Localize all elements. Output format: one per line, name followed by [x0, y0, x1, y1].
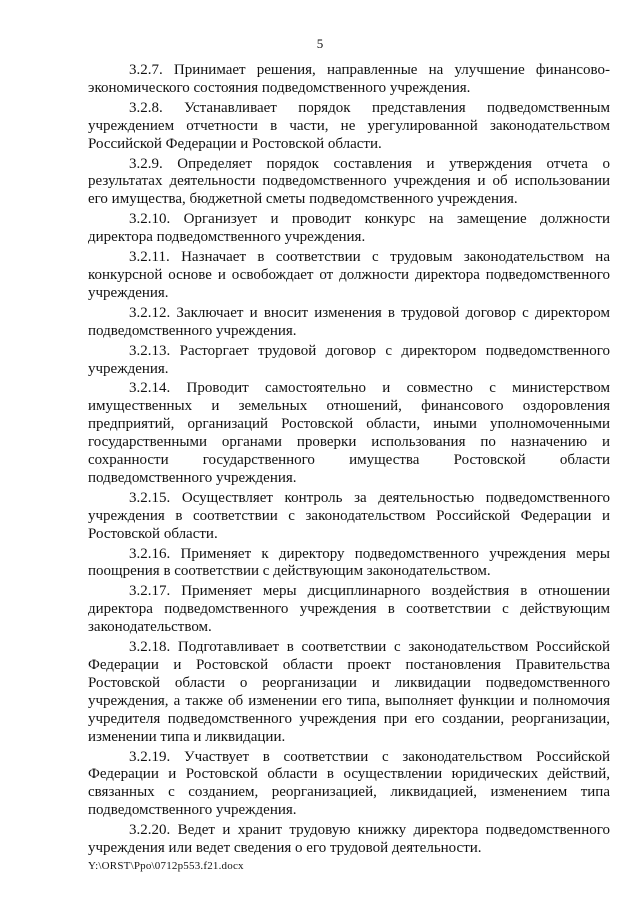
document-body [88, 62, 610, 860]
paragraph-3-2-20: 3.2.20. Ведет и хранит трудовую книжку директора подведомственного учреждения или ведет сведения о его трудовой деятельности. [88, 822, 610, 857]
page-number: 5 [316, 36, 324, 51]
paragraph-3-2-11: 3.2.11. Назначает в соответствии с трудовым законодательством на конкурсной основе и освобождает от должности директора подведомственного учреждения. [88, 249, 610, 301]
paragraph-3-2-7: 3.2.7. Принимает решения, направленные на улучшение финансово-экономического состояния подведомственного учреждения. [88, 62, 610, 96]
paragraph-3-2-14: 3.2.14. Проводит самостоятельно и совместно с министерством имущественных и земельных отношений, финансового оздоровления предприятий, организаций Ростовской области, иными уполномоченными государственными органами проверки использования по назначению и сохранности государственного имущества Ростовской области подведомственного учреждения. [88, 380, 610, 486]
paragraph-3-2-19: 3.2.19. Участвует в соответствии с законодательством Российской Федерации и Ростовской области в осуществлении юридических действий, связанных с созданием, реорганизацией, ликвидацией, изменением типа подведомственного учреждения. [88, 748, 610, 819]
paragraph-3-2-16: 3.2.16. Применяет к директору подведомственного учреждения меры поощрения в соответствии с действующим законодательством. [88, 545, 610, 580]
footer-file-path: Y:\ORST\Ppo\0712p553.f21.docx [88, 860, 244, 872]
paragraph-3-2-13: 3.2.13. Расторгает трудовой договор с директором подведомственного учреждения. [88, 342, 610, 377]
paragraph-3-2-9: 3.2.9. Определяет порядок составления и утверждения отчета о результатах деятельности подведомственного учреждения и об использовании его имущества, бюджетной сметы подведомственного учреждения. [88, 155, 610, 208]
paragraph-3-2-18: 3.2.18. Подготавливает в соответствии с законодательством Российской Федерации и Ростовской области проект постановления Правительства Ростовской области о реорганизации и ликвидации подведомственного учреждения, а также об изменении его типа, выполняет функции и полномочия учредителя подведомственного учреждения при его создании, реорганизации, изменении типа и ликвидации. [88, 639, 610, 745]
paragraph-3-2-12: 3.2.12. Заключает и вносит изменения в трудовой договор с директором подведомственного учреждения. [88, 304, 610, 339]
paragraph-3-2-10: 3.2.10. Организует и проводит конкурс на замещение должности директора подведомственного учреждения. [88, 211, 610, 246]
paragraph-3-2-8: 3.2.8. Устанавливает порядок представления подведомственным учреждением отчетности в части, не урегулированной законодательством Российской Федерации и Ростовской области. [88, 99, 610, 152]
paragraph-3-2-15: 3.2.15. Осуществляет контроль за деятельностью подведомственного учреждения в соответствии с законодательством Российской Федерации и Ростовской области. [88, 489, 610, 542]
paragraph-3-2-17: 3.2.17. Применяет меры дисциплинарного воздействия в отношении директора подведомственного учреждения в соответствии с действующим законодательством. [88, 583, 610, 636]
